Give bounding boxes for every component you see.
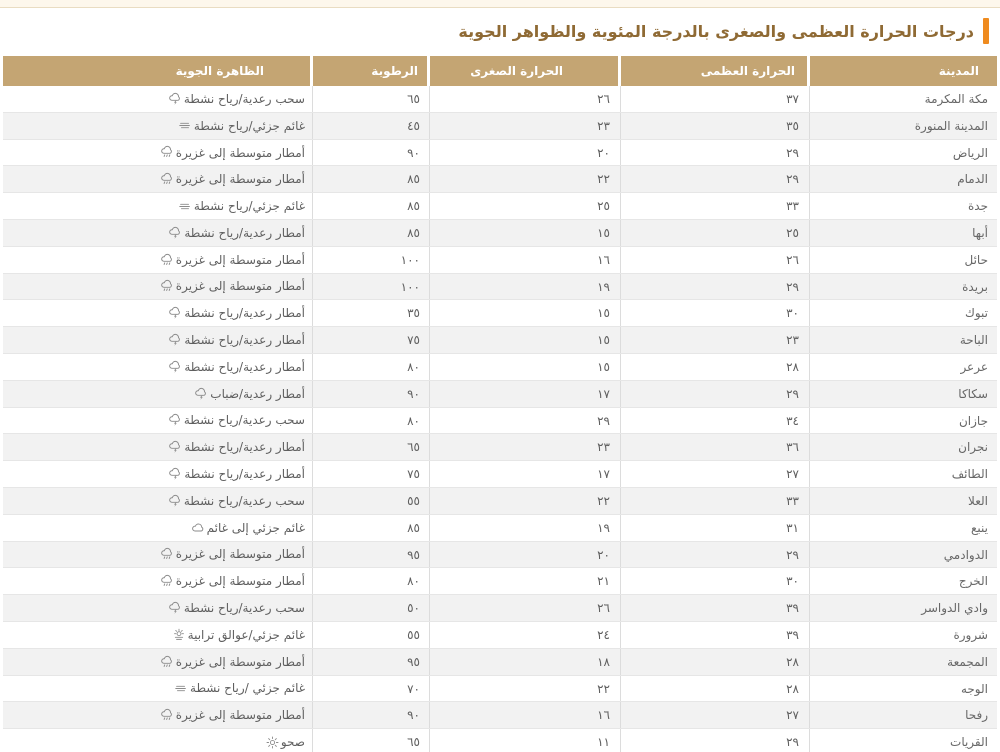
- rain-cloud-icon: [160, 145, 174, 159]
- phenomenon-label: أمطار متوسطة إلى غزيرة: [175, 145, 305, 160]
- column-header-phenomenon: الظاهرة الجوية: [3, 56, 313, 86]
- city-cell: الدمام: [957, 172, 988, 187]
- phenomenon-cell: [3, 193, 313, 219]
- phenomenon-cell: [3, 622, 313, 648]
- max-temp-cell: ٣٩: [621, 622, 810, 648]
- phenomenon-cell: [3, 220, 313, 246]
- max-temp-cell: ٢٩: [621, 381, 810, 407]
- rain-cloud-icon: [160, 708, 174, 722]
- humidity-cell: ٦٥: [313, 434, 430, 460]
- humidity-cell: ٤٥: [313, 113, 430, 139]
- phenomenon-cell: [3, 327, 313, 353]
- humidity-cell: ٨٠: [313, 568, 430, 594]
- thunder-cloud-icon: [194, 387, 208, 401]
- max-temp-cell: ٣٧: [621, 86, 810, 112]
- max-temp-cell: ٢٩: [621, 729, 810, 752]
- min-temp-cell: ٢٤: [430, 622, 621, 648]
- phenomenon-label: أمطار متوسطة إلى غزيرة: [175, 547, 305, 562]
- min-temp-cell: ١٥: [430, 300, 621, 326]
- max-temp-cell: ٢٧: [621, 702, 810, 728]
- phenomenon-cell: [3, 649, 313, 675]
- min-temp-cell: ١٥: [430, 220, 621, 246]
- phenomenon-label: صحو: [280, 735, 305, 750]
- table-row: [3, 461, 997, 488]
- city-cell: الوجه: [960, 681, 988, 696]
- city-cell: حائل: [964, 252, 988, 267]
- humidity-cell: ٦٥: [313, 86, 430, 112]
- phenomenon-label: أمطار متوسطة إلى غزيرة: [175, 654, 305, 669]
- city-cell: ينبع: [971, 520, 988, 535]
- table-header-row: [3, 56, 997, 86]
- min-temp-cell: ١٨: [430, 649, 621, 675]
- humidity-cell: ٩٠: [313, 381, 430, 407]
- wind-lines-icon: [174, 683, 188, 694]
- min-temp-cell: ٢٠: [430, 542, 621, 568]
- min-temp-cell: ٢٦: [430, 595, 621, 621]
- city-cell: الرياض: [952, 145, 988, 160]
- table-row: [3, 86, 997, 113]
- city-cell: جازان: [958, 413, 988, 428]
- rain-cloud-icon: [160, 574, 174, 588]
- phenomenon-cell: [3, 140, 313, 166]
- thunder-cloud-icon: [168, 333, 182, 347]
- city-cell: جدة: [967, 199, 988, 214]
- max-temp-cell: ٢٧: [621, 461, 810, 487]
- max-temp-cell: ٣١: [621, 515, 810, 541]
- table-row: [3, 649, 997, 676]
- thunder-cloud-icon: [168, 440, 182, 454]
- min-temp-cell: ١٩: [430, 274, 621, 300]
- phenomenon-label: أمطار رعدية/رياح نشطة: [184, 225, 305, 240]
- phenomenon-cell: [3, 86, 313, 112]
- city-cell: شرورة: [953, 627, 988, 642]
- min-temp-cell: ١٥: [430, 354, 621, 380]
- max-temp-cell: ٢٩: [621, 166, 810, 192]
- min-temp-cell: ٢٦: [430, 86, 621, 112]
- thunder-cloud-icon: [168, 226, 182, 240]
- phenomenon-cell: [3, 381, 313, 407]
- city-cell: المدينة المنورة: [914, 118, 988, 133]
- humidity-cell: ٧٥: [313, 461, 430, 487]
- rain-cloud-icon: [160, 172, 174, 186]
- min-temp-cell: ٢١: [430, 568, 621, 594]
- humidity-cell: ٧٠: [313, 676, 430, 702]
- max-temp-cell: ٣٤: [621, 408, 810, 434]
- page-title: درجات الحرارة العظمى والصغرى بالدرجة المئوية والظواهر الجوية: [458, 21, 974, 41]
- city-cell: الطائف: [951, 467, 988, 482]
- rain-cloud-icon: [160, 279, 174, 293]
- city-cell: تبوك: [964, 306, 988, 321]
- city-cell: بريدة: [962, 279, 988, 294]
- phenomenon-cell: [3, 702, 313, 728]
- phenomenon-label: أمطار متوسطة إلى غزيرة: [175, 172, 305, 187]
- table-row: [3, 408, 997, 435]
- phenomenon-cell: [3, 274, 313, 300]
- max-temp-cell: ٣٣: [621, 488, 810, 514]
- max-temp-cell: ٢٩: [621, 542, 810, 568]
- table-row: [3, 595, 997, 622]
- phenomenon-cell: [3, 300, 313, 326]
- min-temp-cell: ١٦: [430, 702, 621, 728]
- city-cell: العلا: [968, 493, 988, 508]
- max-temp-cell: ٢٣: [621, 327, 810, 353]
- humidity-cell: ١٠٠: [313, 274, 430, 300]
- humidity-cell: ٩٠: [313, 140, 430, 166]
- table-row: [3, 327, 997, 354]
- top-strip: [0, 0, 1000, 8]
- wind-lines-icon: [178, 201, 192, 212]
- section-header: [0, 8, 1000, 56]
- city-cell: القريات: [950, 735, 988, 750]
- min-temp-cell: ٢٢: [430, 676, 621, 702]
- phenomenon-cell: [3, 461, 313, 487]
- table-row: [3, 381, 997, 408]
- column-header-city: المدينة: [810, 56, 997, 86]
- phenomenon-label: أمطار متوسطة إلى غزيرة: [175, 574, 305, 589]
- city-cell: عرعر: [960, 359, 988, 374]
- thunder-cloud-icon: [168, 306, 182, 320]
- thunder-cloud-icon: [168, 92, 182, 106]
- rain-cloud-icon: [160, 253, 174, 267]
- table-row: [3, 515, 997, 542]
- humidity-cell: ٥٥: [313, 622, 430, 648]
- phenomenon-cell: [3, 729, 313, 752]
- thunder-cloud-icon: [168, 413, 182, 427]
- phenomenon-label: أمطار رعدية/رياح نشطة: [184, 333, 305, 348]
- column-header-humidity: الرطوبة: [313, 56, 430, 86]
- max-temp-cell: ٢٩: [621, 274, 810, 300]
- min-temp-cell: ١٦: [430, 247, 621, 273]
- phenomenon-label: غائم جزئي /رياح نشطة: [190, 681, 305, 696]
- humidity-cell: ٨٥: [313, 166, 430, 192]
- phenomenon-cell: [3, 542, 313, 568]
- min-temp-cell: ٢٣: [430, 113, 621, 139]
- table-row: [3, 140, 997, 167]
- min-temp-cell: ٢٠: [430, 140, 621, 166]
- accent-bar-icon: [983, 18, 989, 44]
- min-temp-cell: ١٩: [430, 515, 621, 541]
- rain-cloud-icon: [160, 655, 174, 669]
- phenomenon-label: غائم جزئي/رياح نشطة: [193, 118, 305, 133]
- table-row: [3, 193, 997, 220]
- max-temp-cell: ٢٨: [621, 649, 810, 675]
- humidity-cell: ٩٠: [313, 702, 430, 728]
- max-temp-cell: ٣٣: [621, 193, 810, 219]
- column-header-max-temp: الحرارة العظمى: [621, 56, 810, 86]
- phenomenon-cell: [3, 113, 313, 139]
- phenomenon-label: غائم جزئي/رياح نشطة: [193, 199, 305, 214]
- phenomenon-cell: [3, 408, 313, 434]
- phenomenon-label: أمطار متوسطة إلى غزيرة: [175, 279, 305, 294]
- humidity-cell: ٦٥: [313, 729, 430, 752]
- table-row: [3, 622, 997, 649]
- thunder-cloud-icon: [168, 467, 182, 481]
- min-temp-cell: ٢٥: [430, 193, 621, 219]
- phenomenon-label: أمطار رعدية/رياح نشطة: [184, 467, 305, 482]
- phenomenon-cell: [3, 434, 313, 460]
- phenomenon-cell: [3, 488, 313, 514]
- min-temp-cell: ٢٢: [430, 166, 621, 192]
- table-row: [3, 702, 997, 729]
- humidity-cell: ٥٥: [313, 488, 430, 514]
- humidity-cell: ٨٥: [313, 193, 430, 219]
- max-temp-cell: ٢٥: [621, 220, 810, 246]
- city-cell: رفحا: [965, 708, 988, 723]
- min-temp-cell: ١٧: [430, 381, 621, 407]
- thunder-cloud-icon: [168, 494, 182, 508]
- phenomenon-label: سحب رعدية/رياح نشطة: [183, 601, 305, 616]
- phenomenon-label: أمطار رعدية/رياح نشطة: [184, 359, 305, 374]
- phenomenon-label: سحب رعدية/رياح نشطة: [183, 91, 305, 106]
- max-temp-cell: ٢٩: [621, 140, 810, 166]
- humidity-cell: ٨٥: [313, 220, 430, 246]
- max-temp-cell: ٣٠: [621, 300, 810, 326]
- city-cell: أبها: [972, 225, 988, 240]
- phenomenon-label: أمطار متوسطة إلى غزيرة: [175, 252, 305, 267]
- max-temp-cell: ٢٨: [621, 354, 810, 380]
- table-row: [3, 220, 997, 247]
- table-body: [3, 86, 997, 752]
- rain-cloud-icon: [160, 547, 174, 561]
- phenomenon-label: سحب رعدية/رياح نشطة: [183, 413, 305, 428]
- table-row: [3, 568, 997, 595]
- max-temp-cell: ٣٠: [621, 568, 810, 594]
- sun-icon: [266, 736, 279, 749]
- city-cell: الدوادمي: [943, 547, 988, 562]
- min-temp-cell: ٢٩: [430, 408, 621, 434]
- city-cell: وادي الدواسر: [921, 601, 988, 616]
- phenomenon-label: غائم جزئي إلى غائم: [206, 520, 305, 535]
- cloud-icon: [191, 522, 205, 534]
- table-row: [3, 488, 997, 515]
- table-row: [3, 247, 997, 274]
- max-temp-cell: ٢٨: [621, 676, 810, 702]
- weather-table: [3, 56, 997, 752]
- table-row: [3, 729, 997, 752]
- wind-lines-icon: [178, 120, 192, 131]
- humidity-cell: ٣٥: [313, 300, 430, 326]
- min-temp-cell: ١٥: [430, 327, 621, 353]
- phenomenon-cell: [3, 676, 313, 702]
- city-cell: مكة المكرمة: [924, 92, 988, 106]
- humidity-cell: ٧٥: [313, 327, 430, 353]
- phenomenon-cell: [3, 247, 313, 273]
- phenomenon-cell: [3, 595, 313, 621]
- thunder-cloud-icon: [168, 360, 182, 374]
- city-cell: المجمعة: [947, 654, 988, 669]
- min-temp-cell: ٢٢: [430, 488, 621, 514]
- table-row: [3, 434, 997, 461]
- humidity-cell: ٨٥: [313, 515, 430, 541]
- phenomenon-cell: [3, 515, 313, 541]
- humidity-cell: ٩٥: [313, 649, 430, 675]
- phenomenon-label: سحب رعدية/رياح نشطة: [183, 493, 305, 508]
- city-cell: الخرج: [958, 574, 988, 589]
- humidity-cell: ٨٠: [313, 354, 430, 380]
- table-row: [3, 676, 997, 703]
- phenomenon-label: غائم جزئي/عوالق ترابية: [187, 627, 305, 642]
- city-cell: الباحة: [959, 333, 988, 348]
- max-temp-cell: ٢٦: [621, 247, 810, 273]
- humidity-cell: ٥٠: [313, 595, 430, 621]
- column-header-min-temp: الحرارة الصغرى: [430, 56, 621, 86]
- city-cell: سكاكا: [958, 386, 988, 401]
- haze-sun-icon: [172, 628, 186, 641]
- max-temp-cell: ٣٩: [621, 595, 810, 621]
- city-cell: نجران: [958, 440, 988, 455]
- min-temp-cell: ١١: [430, 729, 621, 752]
- phenomenon-cell: [3, 568, 313, 594]
- humidity-cell: ١٠٠: [313, 247, 430, 273]
- min-temp-cell: ١٧: [430, 461, 621, 487]
- table-row: [3, 113, 997, 140]
- humidity-cell: ٩٥: [313, 542, 430, 568]
- table-row: [3, 166, 997, 193]
- phenomenon-label: أمطار رعدية/ضباب: [210, 386, 305, 401]
- min-temp-cell: ٢٣: [430, 434, 621, 460]
- thunder-cloud-icon: [168, 601, 182, 615]
- table-row: [3, 542, 997, 569]
- max-temp-cell: ٣٥: [621, 113, 810, 139]
- table-row: [3, 300, 997, 327]
- phenomenon-label: أمطار متوسطة إلى غزيرة: [175, 708, 305, 723]
- table-row: [3, 274, 997, 301]
- max-temp-cell: ٣٦: [621, 434, 810, 460]
- phenomenon-label: أمطار رعدية/رياح نشطة: [184, 306, 305, 321]
- humidity-cell: ٨٠: [313, 408, 430, 434]
- phenomenon-cell: [3, 166, 313, 192]
- phenomenon-label: أمطار رعدية/رياح نشطة: [184, 440, 305, 455]
- table-row: [3, 354, 997, 381]
- phenomenon-cell: [3, 354, 313, 380]
